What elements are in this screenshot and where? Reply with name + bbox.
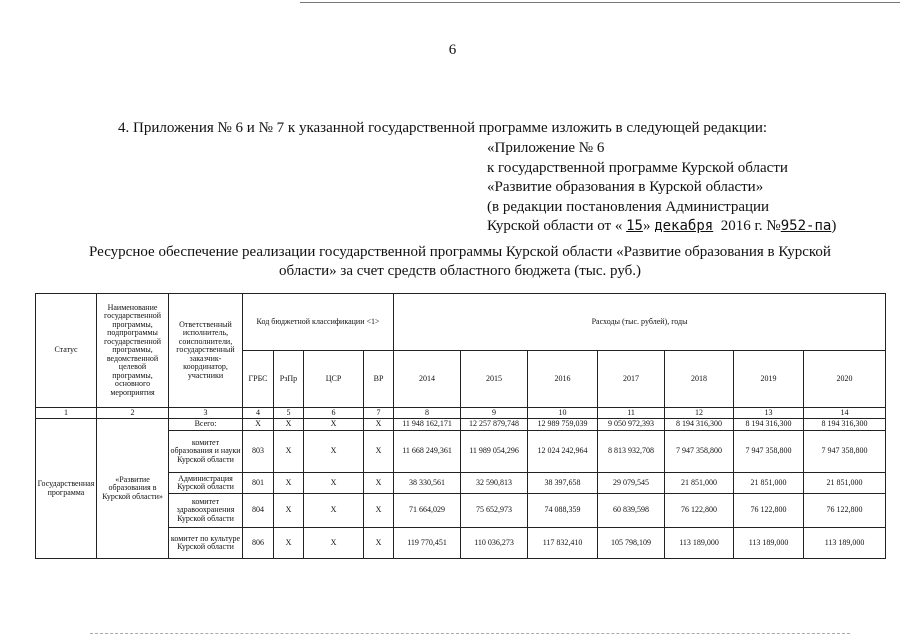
value-cell: 38 330,561 — [394, 473, 461, 494]
value-cell: 75 652,973 — [461, 494, 528, 528]
executor-cell: Всего: — [169, 419, 243, 431]
column-number: 12 — [665, 408, 734, 419]
grbs-cell: 806 — [243, 528, 274, 559]
header-year: 2015 — [461, 351, 528, 408]
grbs-cell: 801 — [243, 473, 274, 494]
column-number: 7 — [364, 408, 394, 419]
header-year: 2019 — [734, 351, 804, 408]
value-cell: 74 088,359 — [528, 494, 598, 528]
rzpr-cell: Х — [274, 431, 304, 473]
header-year: 2016 — [528, 351, 598, 408]
appendix-date-mid1: » — [642, 218, 651, 234]
csr-cell: Х — [304, 473, 364, 494]
status-cell: Государственная программа — [36, 419, 97, 559]
value-cell: 105 798,109 — [598, 528, 665, 559]
column-number: 9 — [461, 408, 528, 419]
column-number-row — [36, 408, 886, 419]
value-cell: 12 257 879,748 — [461, 419, 528, 431]
appendix-date-prefix: Курской области от « — [487, 218, 623, 234]
rzpr-cell: Х — [274, 494, 304, 528]
column-number: 11 — [598, 408, 665, 419]
header-grbs: ГРБС — [243, 351, 274, 408]
column-number: 6 — [304, 408, 364, 419]
header-csr: ЦСР — [304, 351, 364, 408]
value-cell: 113 189,000 — [734, 528, 804, 559]
csr-cell: Х — [304, 431, 364, 473]
value-cell: 11 989 054,296 — [461, 431, 528, 473]
grbs-cell: 804 — [243, 494, 274, 528]
column-number: 1 — [36, 408, 97, 419]
value-cell: 119 770,451 — [394, 528, 461, 559]
value-cell: 60 839,598 — [598, 494, 665, 528]
header-status: Статус — [36, 294, 97, 408]
value-cell: 113 189,000 — [665, 528, 734, 559]
handwritten-number: 952-па — [780, 218, 832, 234]
rzpr-cell: Х — [274, 419, 304, 431]
value-cell: 29 079,545 — [598, 473, 665, 494]
column-number: 3 — [169, 408, 243, 419]
column-number: 14 — [804, 408, 886, 419]
header-rzpr: РзПр — [274, 351, 304, 408]
value-cell: 8 194 316,300 — [665, 419, 734, 431]
header-name: Наименование государственной программы, подпрограммы государственной программы, ведомственной целевой программы, основного мероприятия — [97, 294, 169, 408]
value-cell: 11 948 162,171 — [394, 419, 461, 431]
csr-cell: Х — [304, 528, 364, 559]
csr-cell: Х — [304, 419, 364, 431]
value-cell: 76 122,800 — [734, 494, 804, 528]
vr-cell: Х — [364, 528, 394, 559]
appendix-date-mid2: 2016 г. № — [720, 218, 781, 234]
value-cell: 21 851,000 — [804, 473, 886, 494]
appendix-date-suffix: ) — [831, 218, 837, 234]
executor-cell: комитет по культуре Курской области — [169, 528, 243, 559]
value-cell: 76 122,800 — [665, 494, 734, 528]
table-heading — [60, 243, 860, 281]
header-year: 2017 — [598, 351, 665, 408]
header-executor: Ответственный исполнитель, соисполнители, государственный заказчик-координатор, участники — [169, 294, 243, 408]
table-row — [36, 419, 886, 431]
vr-cell: Х — [364, 473, 394, 494]
bottom-rule — [90, 633, 850, 634]
grbs-cell: 803 — [243, 431, 274, 473]
csr-cell: Х — [304, 494, 364, 528]
header-budget-code: Код бюджетной классификации <1> — [243, 294, 394, 351]
rzpr-cell: Х — [274, 473, 304, 494]
top-rule — [300, 2, 900, 3]
value-cell: 11 668 249,361 — [394, 431, 461, 473]
value-cell: 7 947 358,800 — [665, 431, 734, 473]
value-cell: 113 189,000 — [804, 528, 886, 559]
appendix-line-2: к государственной программе Курской области — [487, 159, 788, 176]
value-cell: 12 989 759,039 — [528, 419, 598, 431]
page-number: 6 — [448, 42, 457, 58]
executor-cell: комитет здравоохранения Курской области — [169, 494, 243, 528]
header-year: 2020 — [804, 351, 886, 408]
column-number: 10 — [528, 408, 598, 419]
header-vr: ВР — [364, 351, 394, 408]
column-number: 2 — [97, 408, 169, 419]
header-row — [36, 294, 886, 351]
value-cell: 21 851,000 — [734, 473, 804, 494]
column-number: 13 — [734, 408, 804, 419]
value-cell: 38 397,658 — [528, 473, 598, 494]
handwritten-month: декабря — [654, 218, 714, 234]
value-cell: 7 947 358,800 — [734, 431, 804, 473]
program-name-cell: «Развитие образования в Курской области» — [97, 419, 169, 559]
heading-line-1: Ресурсное обеспечение реализации государственной программы Курской области «Развитие образования в Курской — [89, 244, 831, 260]
grbs-cell: Х — [243, 419, 274, 431]
value-cell: 76 122,800 — [804, 494, 886, 528]
header-year: 2014 — [394, 351, 461, 408]
header-expenses: Расходы (тыс. рублей), годы — [394, 294, 886, 351]
appendix-line-3: «Развитие образования в Курской области» — [487, 179, 764, 195]
value-cell: 21 851,000 — [665, 473, 734, 494]
column-number: 5 — [274, 408, 304, 419]
value-cell: 9 050 972,393 — [598, 419, 665, 431]
appendix-line-4: (в редакции постановления Администрации — [487, 198, 770, 215]
value-cell: 117 832,410 — [528, 528, 598, 559]
vr-cell: Х — [364, 494, 394, 528]
header-year: 2018 — [665, 351, 734, 408]
value-cell: 71 664,029 — [394, 494, 461, 528]
value-cell: 8 194 316,300 — [734, 419, 804, 431]
executor-cell: Администрация Курской области — [169, 473, 243, 494]
rzpr-cell: Х — [274, 528, 304, 559]
intro-text: 4. Приложения № 6 и № 7 к указанной государственной программе изложить в следующей редакции: — [118, 120, 768, 136]
column-number: 4 — [243, 408, 274, 419]
appendix-block — [487, 139, 836, 237]
appendix-line-1: «Приложение № 6 — [487, 140, 605, 156]
resource-table — [35, 293, 886, 559]
appendix-line-5 — [487, 217, 836, 237]
heading-line-2: области» за счет средств областного бюджета (тыс. руб.) — [279, 263, 641, 279]
value-cell: 110 036,273 — [461, 528, 528, 559]
vr-cell: Х — [364, 431, 394, 473]
value-cell: 32 590,813 — [461, 473, 528, 494]
value-cell: 12 024 242,964 — [528, 431, 598, 473]
value-cell: 7 947 358,800 — [804, 431, 886, 473]
executor-cell: комитет образования и науки Курской области — [169, 431, 243, 473]
column-number: 8 — [394, 408, 461, 419]
value-cell: 8 194 316,300 — [804, 419, 886, 431]
handwritten-day: 15 — [626, 218, 643, 234]
value-cell: 8 813 932,708 — [598, 431, 665, 473]
vr-cell: Х — [364, 419, 394, 431]
